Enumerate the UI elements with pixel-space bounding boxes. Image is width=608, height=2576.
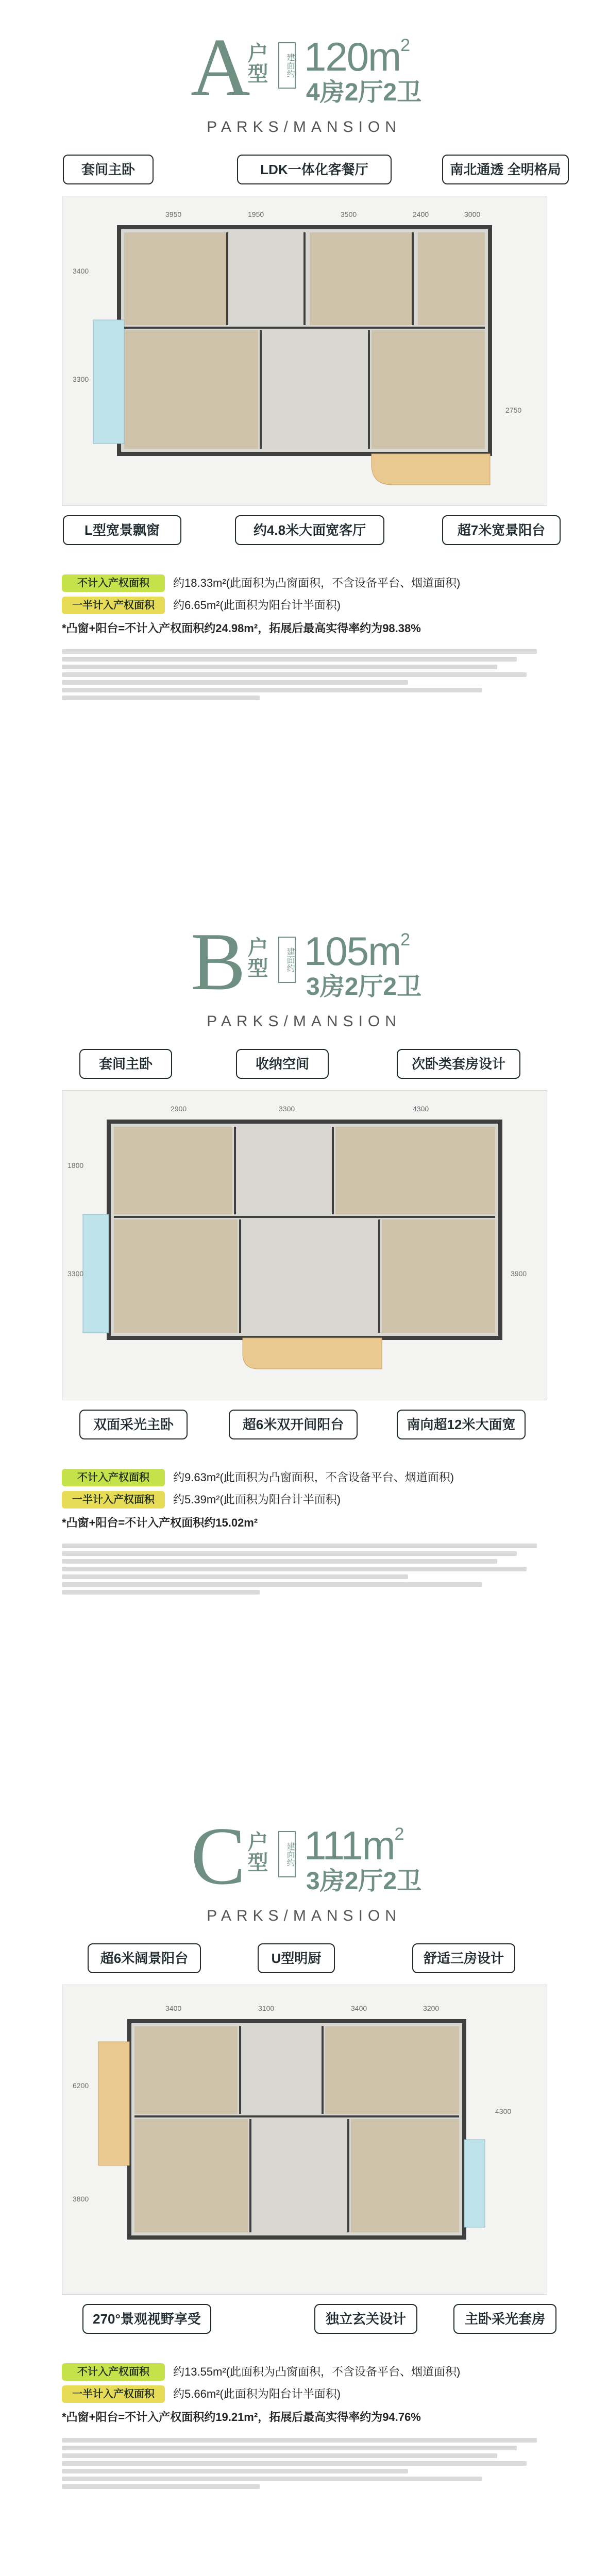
dim-top: 3000 [464,210,481,218]
full-area-badge: 不计入产权面积 [62,2363,165,2381]
feature-pill: L型宽景飘窗 [63,515,181,545]
unit-type-word: 户型 [245,937,267,978]
floor-plan [62,1985,547,2295]
unit-type-word: 户型 [245,42,267,83]
area-tag: 建面约 [278,42,296,89]
half-area-row [62,594,556,616]
dim-top: 3200 [423,2004,440,2012]
unit-area [304,35,409,78]
full-area-row [62,1466,556,1488]
area-unit: m [362,1823,395,1868]
full-area-badge: 不计入产权面积 [62,574,165,592]
unit-area [304,1824,403,1867]
area-unit-sup: 2 [400,36,410,55]
disclaimer-block [62,649,556,700]
area-summary: *凸窗+阳台=不计入产权面积约19.21m²，拓展后最高实得率约为94.76% [62,2411,421,2424]
half-area-row [62,2383,556,2405]
unit-header [0,915,608,1028]
room-bedroom [418,232,485,325]
feature-pill: 主卧采光套房 [453,2304,556,2334]
dim-top: 1950 [248,210,264,218]
room-bedroom [124,232,227,325]
floor-plan-drawing [62,196,547,505]
dim-left: 3400 [73,267,89,275]
floor-plan-drawing [62,1985,547,2294]
feature-pill: 套间主卧 [79,1049,172,1079]
feature-pill: 独立玄关设计 [314,2304,417,2334]
unit-letter: A [191,21,250,113]
half-area-row [62,1488,556,1511]
half-area-text: 约5.39m²(此面积为阳台计半面积) [173,1493,341,1506]
room-living [310,232,413,325]
unit-section-c [0,1789,608,2576]
full-area-text: 约13.55m²(此面积为凸窗面积，不含设备平台、烟道面积) [173,2365,461,2379]
half-area-badge: 一半计入产权面积 [62,597,165,614]
unit-section-b [0,894,608,1789]
area-value: 111 [304,1823,362,1868]
half-area-badge: 一半计入产权面积 [62,1491,165,1509]
feature-pill: 舒适三房设计 [412,1943,515,1973]
unit-header [0,21,608,134]
dim-top: 3500 [341,210,357,218]
full-area-badge: 不计入产权面积 [62,1469,165,1486]
area-value: 120 [304,34,368,79]
area-details [62,2361,556,2492]
dim-right: 4300 [495,2107,512,2115]
dim-left: 1800 [67,1161,84,1170]
dim-top: 2900 [171,1105,187,1113]
dim-top: 3400 [351,2004,367,2012]
balcony [243,1338,382,1369]
room-dining [263,330,366,449]
half-area-text: 约5.66m²(此面积为阳台计半面积) [173,2387,341,2401]
area-value: 105 [304,928,368,974]
brand-wordmark: PARKS/MANSION [207,1013,401,1030]
unit-header [0,1809,608,1923]
feature-pill: U型明厨 [258,1943,335,1973]
floor-plan [62,1090,547,1400]
area-details [62,1466,556,1598]
bottom-feature-pills [0,1410,608,1446]
half-area-badge: 一半计入产权面积 [62,2385,165,2403]
dim-right: 2750 [505,406,522,414]
half-area-text: 约6.65m²(此面积为阳台计半面积) [173,599,341,612]
dim-top: 3100 [258,2004,275,2012]
top-feature-pills [0,1049,608,1085]
unit-area [304,929,409,973]
unit-letter: B [191,916,246,1007]
unit-rooms: 3房2厅2卫 [306,973,422,1001]
dim-top: 4300 [413,1105,429,1113]
disclaimer-block [62,1544,556,1595]
feature-pill: 次卧类套房设计 [397,1049,520,1079]
feature-pill: 南向超12米大面宽 [397,1410,526,1439]
dim-top: 3300 [279,1105,295,1113]
feature-pill: 超6米阔景阳台 [88,1943,201,1973]
dim-top: 3950 [165,210,182,218]
room-master-bedroom [124,330,258,449]
floor-plan [62,196,547,506]
full-area-text: 约18.33m²(此面积为凸窗面积，不含设备平台、烟道面积) [173,577,461,590]
dim-left: 3300 [67,1269,84,1278]
room-bath [232,232,305,325]
unit-type-word: 户型 [245,1831,267,1872]
disclaimer-block [62,2438,556,2489]
dim-left: 6200 [73,2081,89,2090]
bottom-feature-pills [0,515,608,551]
floor-plan-drawing [62,1091,547,1400]
unit-rooms: 4房2厅2卫 [306,79,422,106]
area-tag: 建面约 [278,1831,296,1877]
dim-right: 3900 [511,1269,527,1278]
balcony [98,2042,129,2165]
feature-pill: 套间主卧 [63,155,154,184]
brand-wordmark: PARKS/MANSION [207,1907,401,1924]
bottom-feature-pills [0,2304,608,2340]
area-summary: *凸窗+阳台=不计入产权面积约24.98m²，拓展后最高实得率约为98.38% [62,622,421,635]
area-tag: 建面约 [278,937,296,983]
unit-section-a [0,0,608,894]
feature-pill: 270°景观视野享受 [82,2304,211,2334]
area-summary: *凸窗+阳台=不计入产权面积约15.02m² [62,1516,258,1530]
dim-left: 3300 [73,375,89,383]
area-unit: m [368,928,401,974]
feature-pill: 南北通透 全明格局 [442,155,569,184]
full-area-row [62,2361,556,2383]
area-unit-sup: 2 [394,1824,403,1844]
feature-pill: 约4.8米大面宽客厅 [235,515,384,545]
brand-wordmark: PARKS/MANSION [207,118,401,135]
top-feature-pills [0,1943,608,1979]
area-details [62,572,556,703]
dim-top: 2400 [413,210,429,218]
balcony [371,454,490,485]
unit-letter: C [191,1810,246,1902]
dim-top: 3400 [165,2004,182,2012]
unit-rooms: 3房2厅2卫 [306,1868,422,1895]
feature-pill: 超6米双开间阳台 [229,1410,358,1439]
area-unit: m [368,34,401,79]
feature-pill: 收纳空间 [236,1049,329,1079]
full-area-row [62,572,556,594]
room-bedroom [371,330,485,449]
full-area-text: 约9.63m²(此面积为凸窗面积，不含设备平台、烟道面积) [173,1471,454,1484]
area-unit-sup: 2 [400,930,410,950]
bay-window [93,320,124,444]
feature-pill: 双面采光主卧 [79,1410,188,1439]
dim-left: 3800 [73,2195,89,2203]
top-feature-pills [0,155,608,191]
feature-pill: LDK一体化客餐厅 [237,155,392,184]
feature-pill: 超7米宽景阳台 [442,515,561,545]
